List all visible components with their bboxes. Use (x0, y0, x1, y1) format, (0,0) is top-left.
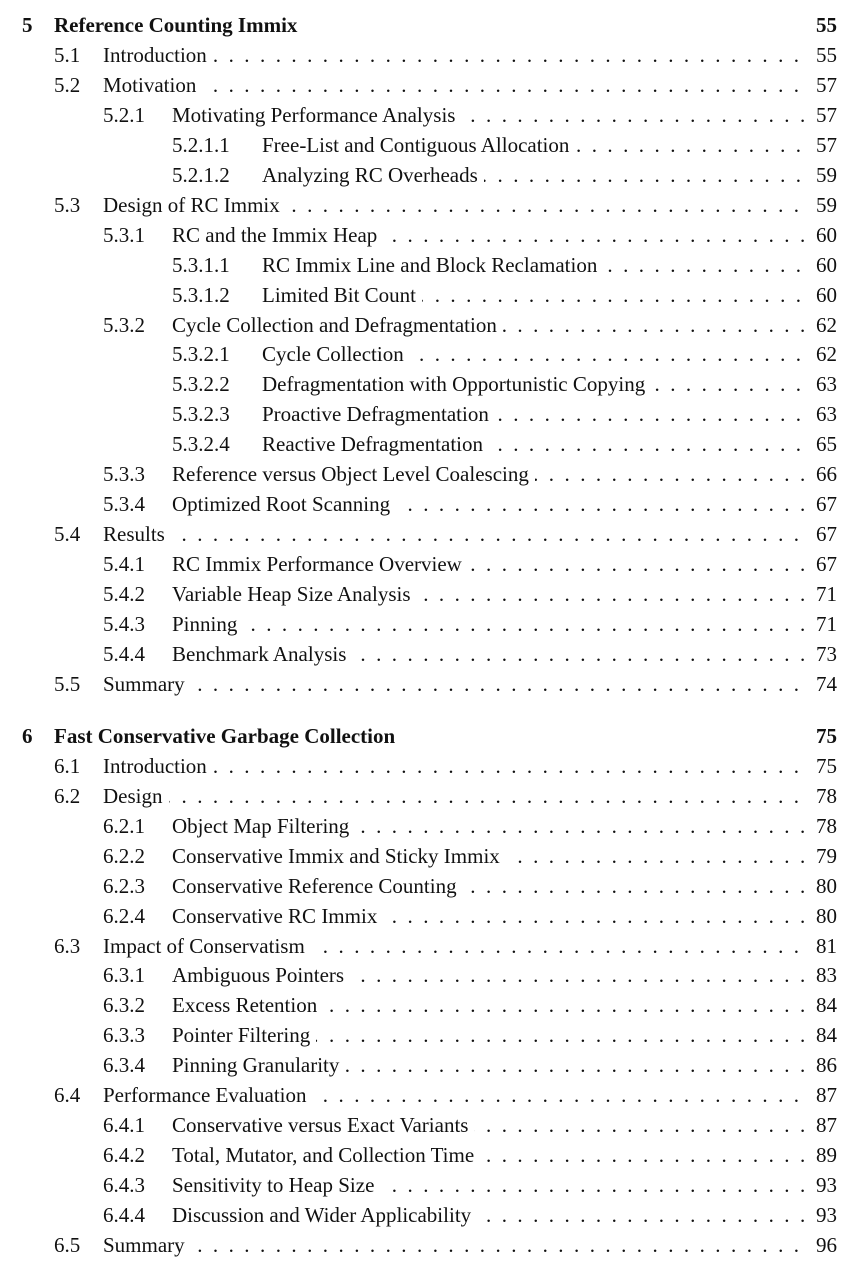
section-title (262, 250, 829, 280)
section-title-text: Free-List and Contiguous Allocation (262, 133, 575, 157)
section-title-text: Cycle Collection and Defragmentation (172, 313, 503, 337)
toc-entry[interactable] (0, 40, 857, 70)
section-number: 5.3.2 (103, 312, 145, 337)
section-title (103, 1080, 829, 1110)
section-title-text: Performance Evaluation (103, 1083, 313, 1107)
section-number: 5.2.1.2 (172, 162, 230, 187)
section-number: 6.4 (54, 1083, 81, 1108)
section-title (172, 1050, 829, 1080)
section-title (103, 751, 829, 781)
toc-entry[interactable] (0, 1110, 857, 1140)
section-title (172, 990, 829, 1020)
section-title (172, 639, 829, 669)
toc-entry[interactable] (0, 990, 857, 1020)
section-title (103, 1230, 829, 1260)
page-number: 55 (810, 40, 837, 70)
section-title (172, 1170, 829, 1200)
toc-entry[interactable] (0, 250, 857, 280)
section-number: 5.4.2 (103, 582, 145, 607)
section-title-text: Reference versus Object Level Coalescing (172, 462, 535, 486)
section-number: 5.3.2.4 (172, 432, 230, 457)
page-number: 78 (810, 781, 837, 811)
page-number: 66 (810, 459, 837, 489)
page-number: 87 (810, 1080, 837, 1110)
section-number: 6.4.2 (103, 1143, 145, 1168)
toc-entry[interactable] (0, 1170, 857, 1200)
section-number: 5.4 (54, 522, 81, 547)
section-title-text: Total, Mutator, and Collection Time (172, 1143, 480, 1167)
page-number: 57 (810, 70, 837, 100)
section-title-text: Cycle Collection (262, 342, 410, 366)
section-number: 5.1 (54, 42, 81, 67)
section-title (103, 40, 829, 70)
section-title (103, 669, 829, 699)
toc-entry[interactable] (0, 931, 857, 961)
toc-entry[interactable] (0, 639, 857, 669)
section-title-text: Results (103, 522, 171, 546)
section-title (172, 459, 829, 489)
toc-entry[interactable] (0, 160, 857, 190)
section-number: 5.4.4 (103, 641, 145, 666)
section-title (172, 1020, 829, 1050)
section-number: 5.4.1 (103, 552, 145, 577)
toc-entry[interactable] (0, 609, 857, 639)
toc-entry[interactable] (0, 220, 857, 250)
section-title (172, 871, 829, 901)
section-number: 5.5 (54, 671, 81, 696)
section-title-text: Sensitivity to Heap Size (172, 1173, 380, 1197)
section-title-text: Conservative versus Exact Variants (172, 1113, 474, 1137)
page-number: 78 (810, 811, 837, 841)
section-title (172, 811, 829, 841)
section-title (172, 579, 829, 609)
page-number: 93 (810, 1170, 837, 1200)
section-number: 5.2 (54, 72, 81, 97)
section-number: 5.3 (54, 192, 81, 217)
section-number: 6.3.3 (103, 1023, 145, 1048)
section-title-text: Discussion and Wider Applicability (172, 1203, 477, 1227)
section-title-text: Conservative RC Immix (172, 904, 383, 928)
toc-entry[interactable] (0, 130, 857, 160)
section-number: 5.3.2.1 (172, 342, 230, 367)
section-title-text: RC and the Immix Heap (172, 223, 383, 247)
page-number: 55 (810, 10, 837, 40)
section-title (172, 960, 829, 990)
toc-entry[interactable] (0, 811, 857, 841)
toc-entry[interactable] (0, 1080, 857, 1110)
toc-entry[interactable] (0, 549, 857, 579)
section-title-text: RC Immix Performance Overview (172, 552, 468, 576)
page-number: 63 (810, 369, 837, 399)
section-title (172, 1140, 829, 1170)
section-title (103, 519, 829, 549)
toc-chapter-entry[interactable] (0, 721, 857, 751)
section-title-text: Conservative Reference Counting (172, 874, 463, 898)
toc-entry[interactable] (0, 669, 857, 699)
toc-entry[interactable] (0, 1200, 857, 1230)
page-number: 75 (810, 751, 837, 781)
toc-entry[interactable] (0, 280, 857, 310)
toc-entry[interactable] (0, 901, 857, 931)
page-number: 67 (810, 489, 837, 519)
toc-entry[interactable] (0, 781, 857, 811)
section-number: 5.3.2.3 (172, 402, 230, 427)
toc-entry[interactable] (0, 841, 857, 871)
toc-entry[interactable] (0, 1230, 857, 1260)
section-number: 5 (22, 13, 33, 37)
page-number: 84 (810, 990, 837, 1020)
toc-entry[interactable] (0, 100, 857, 130)
section-number: 6.1 (54, 753, 81, 778)
section-title-text: Variable Heap Size Analysis (172, 582, 417, 606)
section-title (172, 489, 829, 519)
section-number: 5.3.1 (103, 222, 145, 247)
toc-entry[interactable] (0, 1050, 857, 1080)
page-number: 67 (810, 519, 837, 549)
section-title-text: Analyzing RC Overheads (262, 163, 484, 187)
toc-entry[interactable] (0, 579, 857, 609)
section-title (262, 339, 829, 369)
section-number: 5.2.1.1 (172, 132, 230, 157)
section-title-text: Introduction (103, 754, 213, 778)
toc-entry[interactable] (0, 310, 857, 340)
section-number: 6.2.3 (103, 873, 145, 898)
toc-entry[interactable] (0, 459, 857, 489)
section-title-text: Optimized Root Scanning (172, 492, 396, 516)
page-number: 60 (810, 220, 837, 250)
toc-entry[interactable] (0, 1140, 857, 1170)
section-title (172, 549, 829, 579)
toc-entry[interactable] (0, 399, 857, 429)
page-number: 84 (810, 1020, 837, 1050)
section-title-text: Impact of Conservatism (103, 934, 311, 958)
section-title (172, 1200, 829, 1230)
section-title (172, 310, 829, 340)
page-number: 80 (810, 901, 837, 931)
section-title (103, 931, 829, 961)
section-title-text: Proactive Defragmentation (262, 402, 495, 426)
section-title-text: Pinning (172, 612, 243, 636)
section-title-text: Ambiguous Pointers (172, 963, 350, 987)
page-number: 60 (810, 280, 837, 310)
section-title-text: Design of RC Immix (103, 193, 286, 217)
page-number: 83 (810, 960, 837, 990)
section-number: 6.2.2 (103, 843, 145, 868)
toc-entry[interactable] (0, 1020, 857, 1050)
section-title (262, 280, 829, 310)
section-title (262, 399, 829, 429)
section-number: 6.3.4 (103, 1053, 145, 1078)
toc-entry[interactable] (0, 960, 857, 990)
section-number: 6.3 (54, 933, 81, 958)
section-number: 6.2 (54, 783, 81, 808)
section-title-text: Limited Bit Count (262, 283, 422, 307)
section-title-text: Excess Retention (172, 993, 323, 1017)
section-title (172, 1110, 829, 1140)
page-number: 71 (810, 609, 837, 639)
page-number: 80 (810, 871, 837, 901)
section-title-text: Benchmark Analysis (172, 642, 352, 666)
page-number: 89 (810, 1140, 837, 1170)
section-number: 6.2.1 (103, 813, 145, 838)
page-number: 73 (810, 639, 837, 669)
section-title-text: Fast Conservative Garbage Collection (54, 724, 401, 748)
section-title-text: Reactive Defragmentation (262, 432, 489, 456)
section-number: 5.3.2.2 (172, 372, 230, 397)
toc-entry[interactable] (0, 871, 857, 901)
section-title (103, 190, 829, 220)
page-number: 96 (810, 1230, 837, 1260)
section-title (172, 100, 829, 130)
section-title (172, 220, 829, 250)
section-title-text: Conservative Immix and Sticky Immix (172, 844, 506, 868)
section-number: 6.2.4 (103, 903, 145, 928)
page-number: 59 (810, 160, 837, 190)
toc-entry[interactable] (0, 751, 857, 781)
section-title (54, 721, 829, 751)
section-title-text: Reference Counting Immix (54, 13, 303, 37)
section-title-text: Summary (103, 1233, 191, 1257)
page-number: 79 (810, 841, 837, 871)
section-number: 5.4.3 (103, 612, 145, 636)
page-number: 59 (810, 190, 837, 220)
section-number: 6.3.1 (103, 963, 145, 988)
page-number: 71 (810, 579, 837, 609)
section-title (262, 160, 829, 190)
toc-entry[interactable] (0, 369, 857, 399)
section-number: 5.3.1.1 (172, 252, 230, 277)
toc-entry[interactable] (0, 190, 857, 220)
page-number: 65 (810, 429, 837, 459)
page-number: 86 (810, 1050, 837, 1080)
toc-entry[interactable] (0, 70, 857, 100)
section-number: 6.5 (54, 1233, 81, 1257)
page-number: 75 (810, 721, 837, 751)
toc-entry[interactable] (0, 339, 857, 369)
section-title-text: Summary (103, 672, 191, 696)
toc-entry[interactable] (0, 489, 857, 519)
page-number: 62 (810, 310, 837, 340)
section-title-text: Object Map Filtering (172, 814, 355, 838)
section-title-text: Design (103, 784, 169, 808)
section-title-text: Pointer Filtering (172, 1023, 316, 1047)
section-title (262, 369, 829, 399)
section-title (103, 781, 829, 811)
page-number: 62 (810, 339, 837, 369)
section-title (172, 841, 829, 871)
section-number: 6.3.2 (103, 993, 145, 1018)
page-number: 57 (810, 100, 837, 130)
page-number: 87 (810, 1110, 837, 1140)
page-number: 67 (810, 549, 837, 579)
section-title-text: Motivating Performance Analysis (172, 103, 461, 127)
page-number: 74 (810, 669, 837, 699)
page-number: 60 (810, 250, 837, 280)
section-title (54, 10, 829, 40)
section-title (262, 429, 829, 459)
section-number: 6.4.3 (103, 1173, 145, 1198)
page-number: 63 (810, 399, 837, 429)
section-title-text: Defragmentation with Opportunistic Copying (262, 372, 651, 396)
toc-entry[interactable] (0, 429, 857, 459)
section-title-text: Introduction (103, 43, 213, 67)
section-number: 6.4.1 (103, 1113, 145, 1138)
section-title-text: Pinning Granularity (172, 1053, 345, 1077)
page-number: 81 (810, 931, 837, 961)
toc-chapter-entry[interactable] (0, 10, 857, 40)
section-title (172, 901, 829, 931)
section-number: 6 (22, 723, 33, 748)
section-title-text: Motivation (103, 73, 202, 97)
section-number: 5.3.1.2 (172, 282, 230, 307)
section-title (103, 70, 829, 100)
section-title (262, 130, 829, 160)
section-number: 5.3.3 (103, 462, 145, 487)
section-number: 5.2.1 (103, 102, 145, 127)
page-number: 57 (810, 130, 837, 160)
toc-entry[interactable] (0, 519, 857, 549)
section-title (172, 609, 829, 639)
section-number: 5.3.4 (103, 492, 145, 517)
page-number: 93 (810, 1200, 837, 1230)
section-number: 6.4.4 (103, 1203, 145, 1228)
section-title-text: RC Immix Line and Block Reclamation (262, 253, 603, 277)
